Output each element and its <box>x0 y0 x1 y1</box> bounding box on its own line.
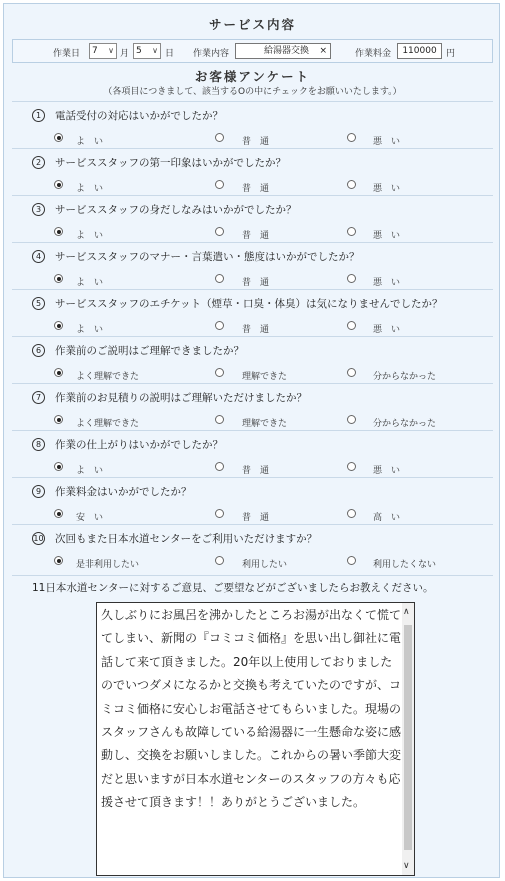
option-label: 安 い <box>76 513 104 523</box>
option-label: よ い <box>76 137 104 147</box>
option-label: 普 通 <box>242 137 270 147</box>
option-label: 悪 い <box>373 184 401 194</box>
option-label: 悪 い <box>373 231 401 241</box>
survey-title: お客様アンケート <box>194 69 311 84</box>
day-select[interactable]: 5 ∨ <box>133 43 161 59</box>
radio-button[interactable] <box>347 274 356 283</box>
content-field[interactable]: 給湯器交換 × <box>235 43 331 59</box>
option-label: 悪 い <box>373 278 401 288</box>
radio-button[interactable] <box>347 556 356 565</box>
option-label: 普 通 <box>242 513 270 523</box>
radio-button[interactable] <box>347 368 356 377</box>
option-label: 分からなかった <box>373 372 437 382</box>
option-label: 高 い <box>373 513 401 523</box>
radio-button[interactable] <box>215 462 224 471</box>
question-text: サービススタッフの身だしなみはいかがでしたか？ <box>55 204 297 216</box>
day-unit: 日 <box>165 49 175 59</box>
option-label: よ い <box>76 184 104 194</box>
service-row <box>12 39 493 63</box>
question-number: 4 <box>32 250 45 263</box>
month-select[interactable]: 7 ∨ <box>89 43 117 59</box>
radio-button[interactable] <box>54 509 63 518</box>
question-9 <box>12 477 493 525</box>
fee-field[interactable]: 110000 <box>397 43 442 59</box>
question-3 <box>12 195 493 243</box>
chevron-down-icon: ∨ <box>108 46 114 55</box>
question-5 <box>12 289 493 337</box>
radio-button[interactable] <box>347 180 356 189</box>
question-number: 8 <box>32 438 45 451</box>
question-text: 電話受付の対応はいかがでしたか？ <box>55 110 223 122</box>
radio-button[interactable] <box>54 556 63 565</box>
option-label: 悪 い <box>373 137 401 147</box>
radio-button[interactable] <box>54 227 63 236</box>
question-text: 作業料金はいかがでしたか？ <box>55 486 192 498</box>
date-label: 作業日 <box>53 49 81 59</box>
question-2 <box>12 148 493 196</box>
radio-button[interactable] <box>347 227 356 236</box>
radio-button[interactable] <box>215 180 224 189</box>
option-label: 分からなかった <box>373 419 437 429</box>
radio-button[interactable] <box>54 321 63 330</box>
radio-button[interactable] <box>215 321 224 330</box>
option-label: 普 通 <box>242 325 270 335</box>
question-number: 11 <box>32 582 46 594</box>
question-text: サービススタッフのマナー・言葉遣い・態度はいかがでしたか？ <box>55 251 360 263</box>
radio-button[interactable] <box>54 415 63 424</box>
question-text: サービススタッフの第一印象はいかがでしたか？ <box>55 157 286 169</box>
question-number: 7 <box>32 391 45 404</box>
question-number: 9 <box>32 485 45 498</box>
radio-button[interactable] <box>215 556 224 565</box>
chevron-down-icon[interactable]: ∨ <box>403 861 410 871</box>
option-label: 理解できた <box>242 372 288 382</box>
option-label: よ い <box>76 231 104 241</box>
radio-button[interactable] <box>347 462 356 471</box>
question-text: 日本水道センターに対するご意見、ご要望などがございましたらお教えください。 <box>45 582 434 594</box>
question-number: 10 <box>33 534 44 543</box>
comment-text: 久しぶりにお風呂を沸かしたところお湯が出なくて慌ててしまい、新聞の『コミコミ価格』を思い出し御社に電話して来て頂きました。20年以上使用しておりましたのでいつダメになるかと交換も考えていたのですが、コミコミ価格に安心しお電話させてもらいました。現場のスタッフさんも故障している給湯器に一生懸命な姿に感動し、交換をお願いしました。これからの暑い季節大変だと思いますが日本水道センターのスタッフの方々も応援させて頂きます！！ありがとうございました。 <box>101 608 402 810</box>
radio-button[interactable] <box>347 133 356 142</box>
option-label: 普 通 <box>242 231 270 241</box>
option-label: 利用したくない <box>373 560 437 570</box>
option-label: 是非利用したい <box>76 560 140 570</box>
question-number: 2 <box>32 156 45 169</box>
question-number: 1 <box>32 109 45 122</box>
question-text: サービススタッフのエチケット（煙草・口臭・体臭）は気になりませんでしたか？ <box>55 298 443 310</box>
question-7 <box>12 383 493 431</box>
question-1 <box>12 101 493 149</box>
service-title: サービス内容 <box>208 17 296 32</box>
option-label: よく理解できた <box>76 372 140 382</box>
option-label: 利用したい <box>242 560 288 570</box>
radio-button[interactable] <box>54 274 63 283</box>
question-4 <box>12 242 493 290</box>
radio-button[interactable] <box>347 415 356 424</box>
option-label: 悪 い <box>373 466 401 476</box>
question-8 <box>12 430 493 478</box>
comment-textarea[interactable] <box>96 602 415 876</box>
radio-button[interactable] <box>215 274 224 283</box>
question-text: 次回もまた日本水道センターをご利用いただけますか？ <box>55 533 318 545</box>
question-10 <box>12 524 493 572</box>
option-label: 悪 い <box>373 325 401 335</box>
month-unit: 月 <box>120 49 130 59</box>
option-label: 理解できた <box>242 419 288 429</box>
option-label: よ い <box>76 325 104 335</box>
survey-note: （各項目につきまして、該当するOの中にチェックをお願いいたします。） <box>103 87 402 97</box>
question-number: 6 <box>32 344 45 357</box>
question-text: 作業の仕上がりはいかがでしたか？ <box>55 439 223 451</box>
scrollbar[interactable] <box>402 603 414 875</box>
option-label: 普 通 <box>242 466 270 476</box>
option-label: よく理解できた <box>76 419 140 429</box>
content-label: 作業内容 <box>193 49 230 59</box>
radio-button[interactable] <box>54 133 63 142</box>
question-6 <box>12 336 493 384</box>
radio-button[interactable] <box>54 462 63 471</box>
question-11 <box>12 575 493 594</box>
scrollbar-thumb[interactable] <box>404 625 412 850</box>
option-label: 普 通 <box>242 184 270 194</box>
survey-panel <box>3 3 500 878</box>
radio-button[interactable] <box>215 415 224 424</box>
fee-unit: 円 <box>446 49 456 59</box>
chevron-up-icon[interactable]: ∧ <box>403 607 410 617</box>
question-text: 作業前のお見積りの説明はご理解いただけましたか？ <box>55 392 307 404</box>
radio-button[interactable] <box>215 227 224 236</box>
radio-button[interactable] <box>54 368 63 377</box>
question-text: 作業前のご説明はご理解できましたか？ <box>55 345 244 357</box>
fee-label: 作業料金 <box>355 49 392 59</box>
radio-button[interactable] <box>215 368 224 377</box>
option-label: よ い <box>76 466 104 476</box>
chevron-down-icon: ∨ <box>152 46 158 55</box>
clear-icon[interactable]: × <box>319 46 327 56</box>
option-label: よ い <box>76 278 104 288</box>
radio-button[interactable] <box>347 321 356 330</box>
radio-button[interactable] <box>54 180 63 189</box>
question-number: 3 <box>32 203 45 216</box>
radio-button[interactable] <box>215 509 224 518</box>
question-number: 5 <box>32 297 45 310</box>
radio-button[interactable] <box>347 509 356 518</box>
option-label: 普 通 <box>242 278 270 288</box>
radio-button[interactable] <box>215 133 224 142</box>
